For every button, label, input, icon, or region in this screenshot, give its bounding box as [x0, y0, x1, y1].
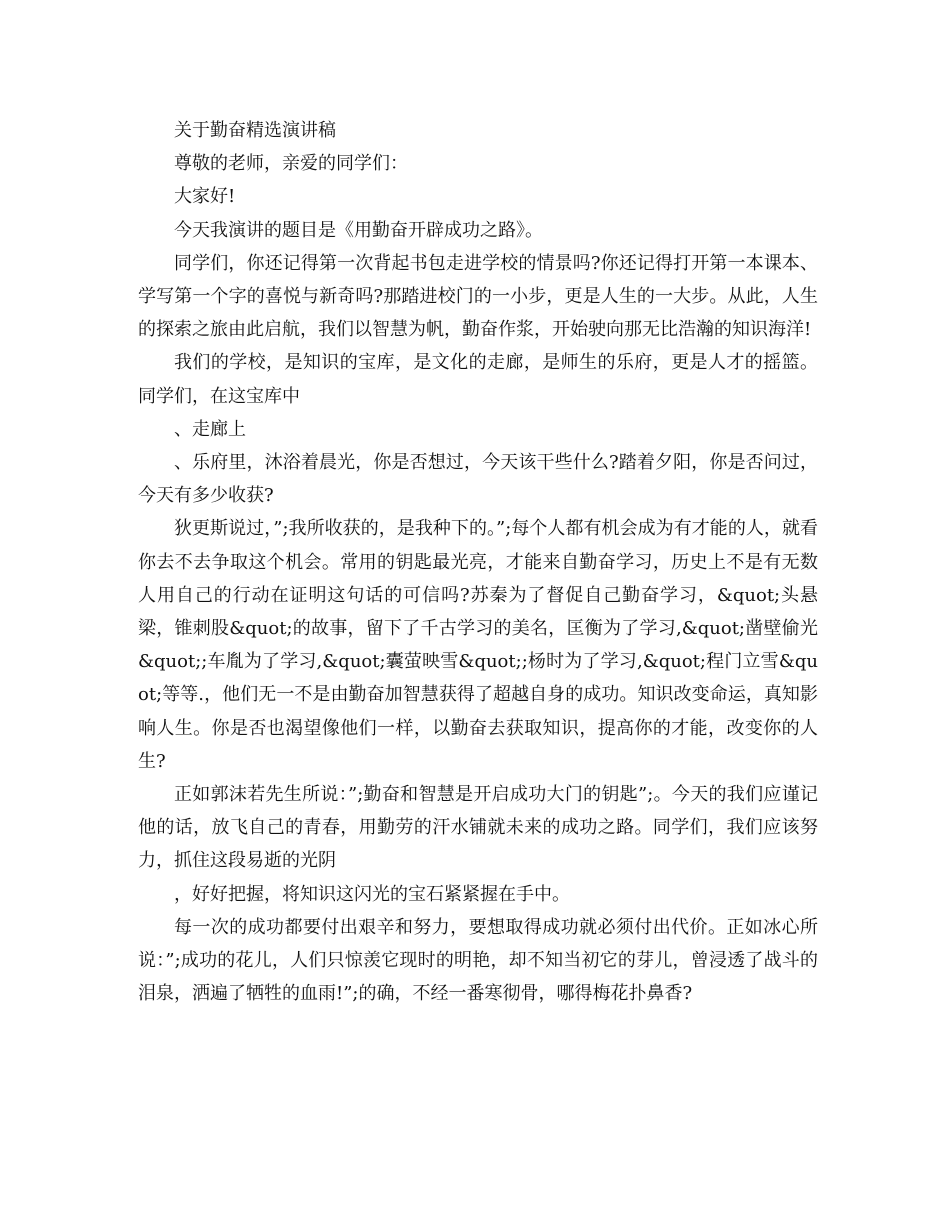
- paragraph: 、走廊上: [174, 418, 246, 440]
- paragraph: 正如郭沫若先生所说：”;勤奋和智慧是开启成功大门的钥匙”;。今天的我们应谨记他的话，放飞自己的青春，用勤劳的汗水铺就未来的成功之路。同学们，我们应该努力，抓住这段易逝的光阴: [138, 784, 818, 872]
- greeting: 大家好!: [174, 186, 236, 208]
- paragraph: ，好好把握，将知识这闪光的宝石紧紧握在手中。: [174, 883, 570, 905]
- paragraph: 狄更斯说过，”;我所收获的，是我种下的。”;每个人都有机会成为有才能的人，就看你去不去争取这个机会。常用的钥匙最光亮，才能来自勤奋学习，历史上不是有无数人用自己的行动在证明这句话的可信吗?苏秦为了督促自己勤奋学习，&quot;头悬梁，锥刺股&quot;的故事，留下了千古学习的美名，匡衡为了学习,&quot;凿壁偷光&quot;;车胤为了学习,&quot;囊萤映雪&quot;;杨时为了学习,&quot;程门立雪&quot;等等.，他们无一不是由勤奋加智慧获得了超越自身的成功。知识改变命运，真知影响人生。你是否也渴望像他们一样，以勤奋去获取知识，提高你的才能，改变你的人生?: [138, 518, 818, 772]
- paragraph: 每一次的成功都要付出艰辛和努力，要想取得成功就必须付出代价。正如冰心所说：”;成功的花儿，人们只惊羡它现时的明艳，却不知当初它的芽儿，曾浸透了战斗的泪泉，洒遍了牺牲的血雨!”;的确，不经一番寒彻骨，哪得梅花扑鼻香?: [138, 916, 818, 1005]
- document-body: [138, 114, 818, 1010]
- document-title: 关于勤奋精选演讲稿: [174, 120, 336, 141]
- paragraph: 同学们，你还记得第一次背起书包走进学校的情景吗?你还记得打开第一本课本、学写第一个字的喜悦与新奇吗?那踏进校门的一小步，更是人生的一大步。从此，人生的探索之旅由此启航，我们以智慧为帆，勤奋作浆，开始驶向那无比浩瀚的知识海洋!: [138, 252, 818, 341]
- salutation: 尊敬的老师，亲爱的同学们：: [174, 153, 408, 175]
- paragraph: 、乐府里，沐浴着晨光，你是否想过，今天该干些什么?踏着夕阳，你是否问过，今天有多少收获?: [138, 452, 818, 507]
- speech-topic: 今天我演讲的题目是《用勤奋开辟成功之路》。: [174, 219, 543, 241]
- paragraph: 我们的学校，是知识的宝库，是文化的走廊，是师生的乐府，更是人才的摇篮。同学们，在这宝库中: [138, 352, 818, 407]
